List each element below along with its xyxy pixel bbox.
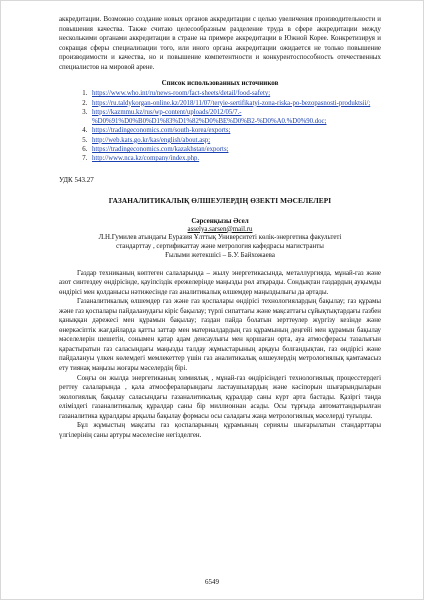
reference-link[interactable]: https://kazmmu.kz/rus/wp-content/uploads/2012/05/7.-%D0%91%D0%B0%D1%83%D1%82%D0%BE%D0%B2-%D0%A0.%D0%90.doc;	[92, 108, 327, 126]
email-link[interactable]: asselya.sarsen@mail.ru	[187, 225, 253, 233]
reference-link[interactable]: http://web.kats.go.kr/kas/english/about.asp;	[92, 136, 211, 144]
reference-link[interactable]: http://www.nca.kz/company/index.php.	[92, 155, 200, 163]
reference-item	[89, 136, 381, 145]
affiliation-line-3: Ғылыми жетекшісі – Б.У. Байхожаева	[165, 252, 275, 260]
reference-item	[89, 89, 381, 98]
body-paragraph-3: Соңғы он жылда энергетиканың химиялық , мұнай-газ өндірісіндегі технологиялық процесстердегі реттеу салаларында , қала атмосфераларындағы ластаушылардың және кәсіпорын шығарындыларын экологиялық бақылау саласындағы газаналитикалық құралдар саны күрт арта бастады. Қазіргі таңда еліміздегі газаналитикалық құралдар саны бір миллионнан асады. Осы тұрғыда автоматтандырылған газаналитика құралдары арқылы бақылау формасы осы саладағы жаңа метрологиялық мәселерді туғызды.	[59, 374, 381, 420]
references-list	[59, 89, 381, 163]
body-paragraph-2: Газаналитикалық өлшемдер газ және газ қоспалары өндірісі технологиялардың бақылау; газ құрамы және газ қоспалары пайдаланудағы кіріс бақылау; түрлі сипаттағы және мақсаттағы сұйықтықтардағы газбен қаныққан дәрежесі мен құрамын бақылау; газдан пайда болатын зерттеулер жүргізу кезінде және өнеркәсіптік жағдайларда қатты заттар мен материалдардың газ құрамының деңгейі мен құрамын бақылау мәселелерін шешетін, сонымен қатар адам денсаулығы мен қоршаған орта, ауа атмосферасы тазалығын қарастыратын газ саласындағы маңызды талдау жұмыстарының арқауы болғандықтан, газ өндірісі және пайдалануы үлкен көлемдегі мемлекеттер үшін газ аналитикалық өлшеулердің метрологиялық қамтамасыз ету тиянақ маңызы жоғары мәселердің бірі.	[59, 298, 381, 373]
body-paragraph-4: Бұл жұмыстың мақсаты газ қоспаларының құрамының сериялы шығарылатын стандарттары үлгілерінің саны артуры мәселесіне негізделген.	[59, 422, 381, 439]
reference-item	[89, 126, 381, 135]
reference-link[interactable]: https://tradingeconomics.com/south-korea/exports;	[92, 127, 231, 135]
reference-item	[89, 108, 381, 127]
reference-item	[89, 145, 381, 154]
reference-link[interactable]: https://www.who.int/ru/news-room/fact-sheets/detail/food-safety;	[92, 90, 271, 98]
intro-paragraph: аккредитации. Возможно создание новых органов аккредитации с целью увеличения производительности и повышения качества. Также считаю целесообразным разделение труда в сфере аккредитации между несколькими органами аккредитации в стране на примере аккредитации в Южной Корее. Конкретизируя и сокращая сферы специализации того, или иного органа аккредитации ожидается не только повышение производимости и качества, но и повышение компетентности и конкурентоспособность отечественных специалистов на мировой арене.	[59, 16, 381, 71]
body-paragraph-1: Газдар техниканың көптеген салаларында – жылу энергетикасында, металлургияда, мұнай-газ және азот синтездеу өндірісінде, қауіпсіздік ережелерінде маңызды рөл атқарады. Сондықтан газдардың ауқымды өндірісі мен қолданысы нәтижесінде газ аналитикалық өлшемдер маңыздылығы да артады.	[59, 269, 381, 296]
reference-link[interactable]: https://tradingeconomics.com/kazakhstan/exports;	[92, 146, 229, 154]
page-number: 6549	[205, 578, 219, 586]
page-content	[59, 15, 381, 440]
article-title: ГАЗАНАЛИТИКАЛЫҚ ӨЛШЕУЛЕРДІҢ ӨЗЕКТІ МӘСЕЛЕЛЕРІ	[108, 195, 332, 205]
reference-item	[89, 154, 381, 163]
udc-code: УДК 543.27	[59, 175, 94, 184]
affiliation-line-1: Л.Н.Гумилев атындағы Еуразия Ұлттық Университеті көлік-энергетика факультеті	[98, 233, 342, 241]
author-name: Сәрсенқызы Әсел	[191, 216, 249, 225]
affiliation-line-2: стандарттау , сертификаттау және метрология кафедрасы магистранты	[116, 242, 324, 250]
reference-link[interactable]: https://ru.taldykorgan-online.kz/2018/11/07/teryie-sertifikatyi-zona-riska-po-bezopasnosti-produktsii/;	[92, 99, 371, 107]
reference-item	[89, 99, 381, 108]
references-title: Список использованных источников	[161, 79, 279, 88]
author-email	[59, 226, 381, 233]
